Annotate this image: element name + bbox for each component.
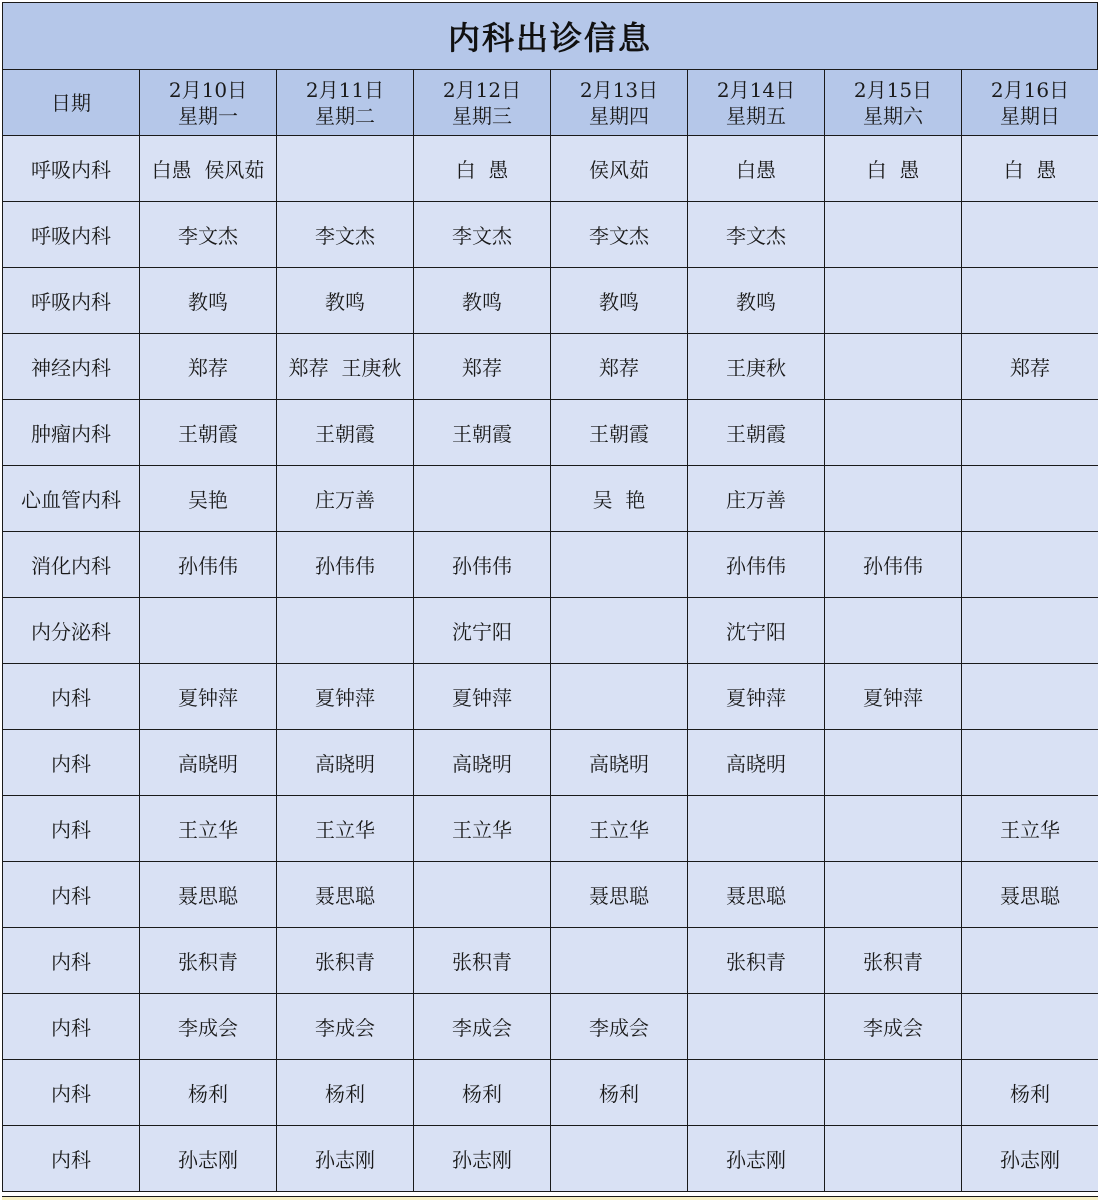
header-weekday: 星期二 — [315, 103, 375, 128]
table-row — [3, 466, 1099, 532]
table-row — [3, 730, 1099, 796]
department-cell: 内科 — [3, 730, 140, 796]
header-day-cell — [414, 70, 551, 136]
doctor-cell: 教鸣 — [551, 268, 688, 334]
doctor-cell: 李文杰 — [140, 202, 277, 268]
doctor-cell: 白 愚 — [414, 136, 551, 202]
doctor-cell: 孙志刚 — [962, 1126, 1099, 1192]
doctor-cell: 夏钟萍 — [140, 664, 277, 730]
bottom-strip — [2, 1196, 1098, 1200]
doctor-cell: 郑荐 王庚秋 — [277, 334, 414, 400]
doctor-cell — [962, 400, 1099, 466]
doctor-cell: 王朝霞 — [688, 400, 825, 466]
doctor-cell: 王庚秋 — [688, 334, 825, 400]
department-cell: 呼吸内科 — [3, 202, 140, 268]
doctor-cell: 白愚 — [688, 136, 825, 202]
table-header — [3, 70, 1099, 136]
doctor-cell: 高晓明 — [140, 730, 277, 796]
doctor-cell — [825, 862, 962, 928]
header-date: 2月15日 — [853, 77, 933, 102]
department-cell: 内科 — [3, 1060, 140, 1126]
doctor-cell: 郑荐 — [962, 334, 1099, 400]
doctor-cell: 孙志刚 — [688, 1126, 825, 1192]
doctor-cell: 王立华 — [277, 796, 414, 862]
doctor-cell: 杨利 — [414, 1060, 551, 1126]
doctor-cell: 杨利 — [277, 1060, 414, 1126]
department-cell: 呼吸内科 — [3, 268, 140, 334]
department-cell: 内科 — [3, 994, 140, 1060]
table-row — [3, 532, 1099, 598]
doctor-cell: 孙伟伟 — [277, 532, 414, 598]
header-weekday: 星期日 — [1000, 103, 1060, 128]
doctor-cell: 孙伟伟 — [825, 532, 962, 598]
doctor-cell: 教鸣 — [277, 268, 414, 334]
doctor-cell: 夏钟萍 — [688, 664, 825, 730]
doctor-cell: 聂思聪 — [277, 862, 414, 928]
doctor-cell: 吴 艳 — [551, 466, 688, 532]
doctor-cell: 白 愚 — [825, 136, 962, 202]
doctor-cell: 教鸣 — [414, 268, 551, 334]
doctor-cell — [962, 730, 1099, 796]
table-row — [3, 664, 1099, 730]
header-row — [3, 70, 1099, 136]
doctor-cell: 孙志刚 — [277, 1126, 414, 1192]
doctor-cell — [962, 664, 1099, 730]
doctor-cell — [140, 598, 277, 664]
header-date: 2月13日 — [579, 77, 659, 102]
table-row — [3, 928, 1099, 994]
doctor-cell: 李成会 — [825, 994, 962, 1060]
doctor-cell: 高晓明 — [551, 730, 688, 796]
doctor-cell: 张积青 — [825, 928, 962, 994]
doctor-cell — [962, 598, 1099, 664]
header-weekday: 星期一 — [178, 103, 238, 128]
doctor-cell: 郑荐 — [140, 334, 277, 400]
department-cell: 内科 — [3, 796, 140, 862]
department-cell: 内科 — [3, 1126, 140, 1192]
doctor-cell: 王立华 — [962, 796, 1099, 862]
doctor-cell — [962, 994, 1099, 1060]
page-title: 内科出诊信息 — [447, 19, 652, 57]
doctor-cell — [825, 268, 962, 334]
doctor-cell: 庄万善 — [277, 466, 414, 532]
doctor-cell: 李文杰 — [551, 202, 688, 268]
doctor-cell: 杨利 — [140, 1060, 277, 1126]
table-row — [3, 1126, 1099, 1192]
doctor-cell — [962, 466, 1099, 532]
doctor-cell — [825, 400, 962, 466]
doctor-cell — [277, 136, 414, 202]
header-day-cell — [551, 70, 688, 136]
doctor-cell: 王立华 — [551, 796, 688, 862]
header-date: 2月12日 — [442, 77, 522, 102]
doctor-cell: 庄万善 — [688, 466, 825, 532]
doctor-cell: 张积青 — [140, 928, 277, 994]
doctor-cell: 孙伟伟 — [688, 532, 825, 598]
header-date: 2月11日 — [305, 77, 385, 102]
table-row — [3, 598, 1099, 664]
table-row — [3, 400, 1099, 466]
header-day-cell — [277, 70, 414, 136]
doctor-cell: 李成会 — [551, 994, 688, 1060]
doctor-cell: 教鸣 — [688, 268, 825, 334]
doctor-cell: 高晓明 — [688, 730, 825, 796]
doctor-cell: 夏钟萍 — [414, 664, 551, 730]
doctor-cell: 杨利 — [962, 1060, 1099, 1126]
doctor-cell — [277, 598, 414, 664]
department-cell: 心血管内科 — [3, 466, 140, 532]
table-row — [3, 202, 1099, 268]
department-cell: 肿瘤内科 — [3, 400, 140, 466]
table-row — [3, 862, 1099, 928]
doctor-cell: 王立华 — [140, 796, 277, 862]
doctor-cell: 王朝霞 — [551, 400, 688, 466]
doctor-cell: 聂思聪 — [140, 862, 277, 928]
doctor-cell: 高晓明 — [414, 730, 551, 796]
doctor-cell: 王立华 — [414, 796, 551, 862]
doctor-cell: 聂思聪 — [551, 862, 688, 928]
department-cell: 神经内科 — [3, 334, 140, 400]
doctor-cell: 王朝霞 — [414, 400, 551, 466]
doctor-cell: 李成会 — [140, 994, 277, 1060]
doctor-cell: 孙志刚 — [140, 1126, 277, 1192]
doctor-cell — [825, 466, 962, 532]
doctor-cell: 沈宁阳 — [414, 598, 551, 664]
department-cell: 内科 — [3, 664, 140, 730]
department-cell: 内分泌科 — [3, 598, 140, 664]
doctor-cell — [825, 730, 962, 796]
doctor-cell — [414, 862, 551, 928]
doctor-cell: 白 愚 — [962, 136, 1099, 202]
doctor-cell — [414, 466, 551, 532]
table-row — [3, 1060, 1099, 1126]
doctor-cell: 张积青 — [277, 928, 414, 994]
table-row — [3, 136, 1099, 202]
doctor-cell: 白愚 侯风茹 — [140, 136, 277, 202]
schedule-table — [2, 69, 1098, 1192]
doctor-cell: 张积青 — [688, 928, 825, 994]
schedule-sheet — [2, 2, 1098, 1200]
header-date: 2月14日 — [716, 77, 796, 102]
header-date: 2月10日 — [168, 77, 248, 102]
doctor-cell: 杨利 — [551, 1060, 688, 1126]
header-day-cell — [688, 70, 825, 136]
doctor-cell: 孙伟伟 — [140, 532, 277, 598]
doctor-cell: 王朝霞 — [277, 400, 414, 466]
table-row — [3, 796, 1099, 862]
department-cell: 内科 — [3, 928, 140, 994]
doctor-cell: 沈宁阳 — [688, 598, 825, 664]
department-cell: 内科 — [3, 862, 140, 928]
doctor-cell — [825, 1126, 962, 1192]
doctor-cell: 聂思聪 — [688, 862, 825, 928]
doctor-cell: 李文杰 — [688, 202, 825, 268]
table-row — [3, 994, 1099, 1060]
doctor-cell: 教鸣 — [140, 268, 277, 334]
doctor-cell: 孙志刚 — [414, 1126, 551, 1192]
doctor-cell — [962, 268, 1099, 334]
header-weekday: 星期五 — [726, 103, 786, 128]
doctor-cell — [551, 1126, 688, 1192]
doctor-cell: 夏钟萍 — [277, 664, 414, 730]
doctor-cell: 高晓明 — [277, 730, 414, 796]
doctor-cell — [551, 928, 688, 994]
doctor-cell — [551, 532, 688, 598]
doctor-cell — [962, 532, 1099, 598]
doctor-cell — [688, 994, 825, 1060]
header-day-cell — [962, 70, 1099, 136]
header-date: 2月16日 — [990, 77, 1070, 102]
department-cell: 消化内科 — [3, 532, 140, 598]
doctor-cell — [688, 1060, 825, 1126]
department-cell: 呼吸内科 — [3, 136, 140, 202]
table-body — [3, 136, 1099, 1192]
header-weekday: 星期四 — [589, 103, 649, 128]
doctor-cell: 郑荐 — [551, 334, 688, 400]
doctor-cell — [825, 202, 962, 268]
table-row — [3, 268, 1099, 334]
doctor-cell — [825, 796, 962, 862]
doctor-cell — [962, 202, 1099, 268]
header-weekday: 星期六 — [863, 103, 923, 128]
doctor-cell: 王朝霞 — [140, 400, 277, 466]
table-row — [3, 334, 1099, 400]
doctor-cell: 李成会 — [277, 994, 414, 1060]
header-day-cell — [825, 70, 962, 136]
doctor-cell: 聂思聪 — [962, 862, 1099, 928]
doctor-cell — [551, 598, 688, 664]
doctor-cell — [825, 1060, 962, 1126]
doctor-cell — [962, 928, 1099, 994]
doctor-cell: 夏钟萍 — [825, 664, 962, 730]
doctor-cell: 孙伟伟 — [414, 532, 551, 598]
doctor-cell: 李文杰 — [277, 202, 414, 268]
header-day-cell — [140, 70, 277, 136]
doctor-cell — [688, 796, 825, 862]
title-bar — [2, 2, 1098, 70]
header-corner-cell: 日期 — [3, 70, 140, 136]
doctor-cell: 侯风茹 — [551, 136, 688, 202]
doctor-cell: 张积青 — [414, 928, 551, 994]
doctor-cell: 吴艳 — [140, 466, 277, 532]
doctor-cell: 郑荐 — [414, 334, 551, 400]
doctor-cell — [551, 664, 688, 730]
doctor-cell — [825, 334, 962, 400]
doctor-cell — [825, 598, 962, 664]
doctor-cell: 李成会 — [414, 994, 551, 1060]
header-weekday: 星期三 — [452, 103, 512, 128]
doctor-cell: 李文杰 — [414, 202, 551, 268]
